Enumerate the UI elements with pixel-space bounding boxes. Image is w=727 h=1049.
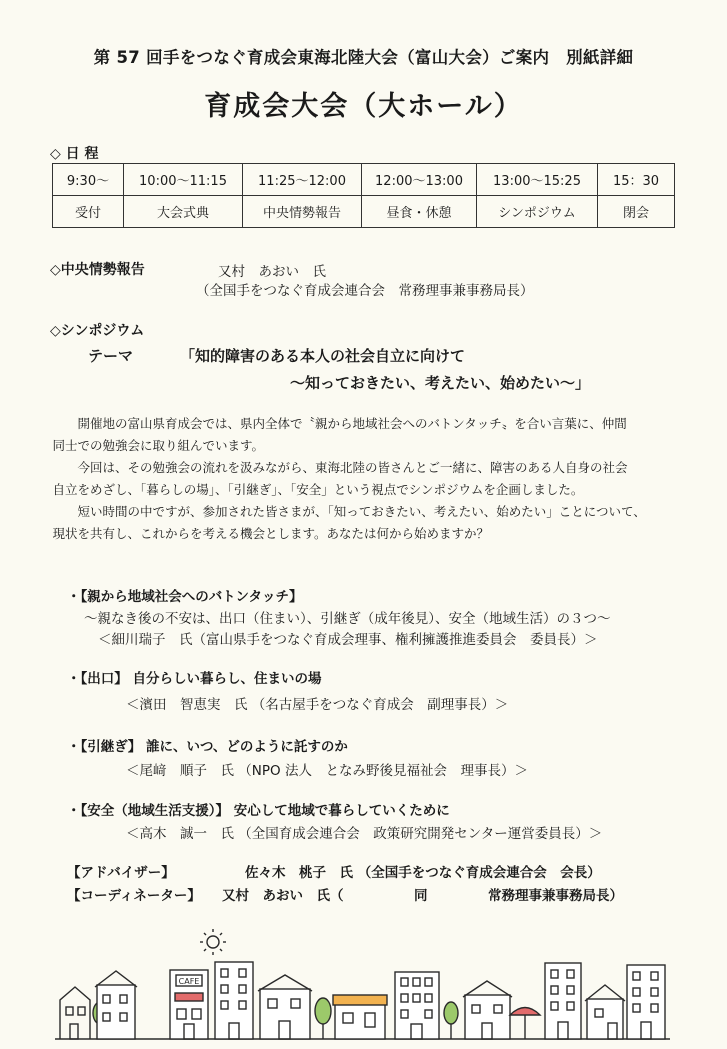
session-subtitle: ～親なき後の不安は、出口（住まい）、引継ぎ（成年後見）、安全（地域生活）の３つ～: [84, 611, 611, 627]
apartment-building-icon: [395, 972, 439, 1039]
report-speaker: 又村 あおい 氏: [218, 264, 326, 280]
schedule-items-row: [53, 196, 675, 228]
sun-icon: [200, 929, 226, 955]
tree-icon: [315, 998, 331, 1039]
schedule-time: 11:25～12:00: [243, 164, 362, 196]
session-speaker: ＜尾﨑 順子 氏 （NPO 法人 となみ野後見福祉会 理事長）＞: [126, 763, 528, 779]
symposium-description: [52, 413, 665, 545]
session-speaker: ＜高木 誠一 氏 （全国育成会連合会 政策研究開発センター運営委員長）＞: [126, 826, 603, 842]
schedule-time: 10:00～11:15: [124, 164, 243, 196]
document-title: 育成会大会（大ホール）: [204, 91, 523, 122]
theme-line-2: ～知っておきたい、考えたい、始めたい～」: [290, 374, 591, 392]
schedule-time: 12:00～13:00: [362, 164, 477, 196]
house-icon: [585, 985, 625, 1039]
session-speaker: ＜細川瑞子 氏（富山県手をつなぐ育成会理事、権利擁護推進委員会 委員長）＞: [98, 632, 598, 648]
advisor-label: 【アドバイザー】: [67, 865, 175, 881]
description-paragraph: 開催地の富山県育成会では、県内全体で〝親から地域社会へのバトンタッチ〟を合い言葉に、仲間 同士での勉強会に取り組んでいます。: [52, 416, 627, 453]
house-icon: [60, 987, 90, 1039]
schedule-time: 15：30: [598, 164, 675, 196]
cafe-building-icon: [170, 970, 208, 1039]
theme-line-1: 「知的障害のある本人の社会自立に向けて: [180, 347, 466, 365]
schedule-item: 受付: [53, 196, 124, 228]
house-icon: [258, 975, 312, 1039]
schedule-item: シンポジウム: [477, 196, 598, 228]
description-paragraph: 今回は、その勉強会の流れを汲みながら、東海北陸の皆さんとご一緒に、障害のある人自身の社会 自立をめざし、「暮らしの場」、「引継ぎ」、「安全」という視点でシンポジウムを企画しました。: [52, 460, 628, 497]
coordinator-name: 又村 あおい 氏（: [222, 888, 344, 904]
apartment-building-icon: [545, 963, 581, 1039]
symposium-heading: ◇シンポジウム: [50, 323, 145, 339]
session-title: ・【引継ぎ】 誰に、いつ、どのように託すのか: [67, 739, 348, 755]
schedule-time: 9:30～: [53, 164, 124, 196]
parasol-icon: [510, 1008, 540, 1040]
townscape-illustration: [55, 925, 670, 1043]
session-title: ・【出口】 自分らしい暮らし、住まいの場: [67, 671, 322, 687]
cafe-sign: CAFE: [178, 977, 200, 986]
coordinator-role: 常務理事兼事務局長）: [488, 888, 623, 904]
session-title: ・【親から地域社会へのバトンタッチ】: [67, 589, 303, 605]
house-icon: [463, 981, 512, 1039]
house-icon: [95, 971, 137, 1039]
schedule-item: 昼食・休憩: [362, 196, 477, 228]
apartment-building-icon: [627, 965, 665, 1039]
session-speaker: ＜濱田 智恵実 氏 （名古屋手をつなぐ育成会 副理事長）＞: [126, 697, 509, 713]
schedule-time: 13:00～15:25: [477, 164, 598, 196]
schedule-item: 中央情勢報告: [243, 196, 362, 228]
schedule-item: 大会式典: [124, 196, 243, 228]
schedule-times-row: [53, 164, 675, 196]
description-paragraph: 短い時間の中ですが、参加された皆さまが、「知っておきたい、考えたい、始めたい」ことについて、 現状を共有し、これからを考える機会とします。あなたは何から始めますか？: [52, 504, 646, 541]
apartment-building-icon: [215, 962, 253, 1039]
tree-icon: [444, 1002, 458, 1039]
theme-label: テーマ: [88, 347, 134, 365]
document-subtitle: 第 57 回手をつなぐ育成会東海北陸大会（富山大会）ご案内 別紙詳細: [93, 48, 634, 67]
shop-icon: [333, 995, 387, 1039]
schedule-item: 閉会: [598, 196, 675, 228]
coordinator-same-mark: 同: [414, 888, 428, 904]
schedule-table: [52, 163, 675, 228]
coordinator-label: 【コーディネーター】: [67, 888, 201, 904]
advisor-name: 佐々木 桃子 氏 （全国手をつなぐ育成会連合会 会長）: [245, 865, 601, 881]
report-affiliation: （全国手をつなぐ育成会連合会 常務理事兼事務局長）: [196, 283, 534, 299]
schedule-heading: ◇ 日 程: [50, 146, 99, 162]
session-title: ・【安全（地域生活支援）】 安心して地域で暮らしていくために: [67, 803, 450, 819]
report-heading: ◇中央情勢報告: [50, 262, 145, 278]
